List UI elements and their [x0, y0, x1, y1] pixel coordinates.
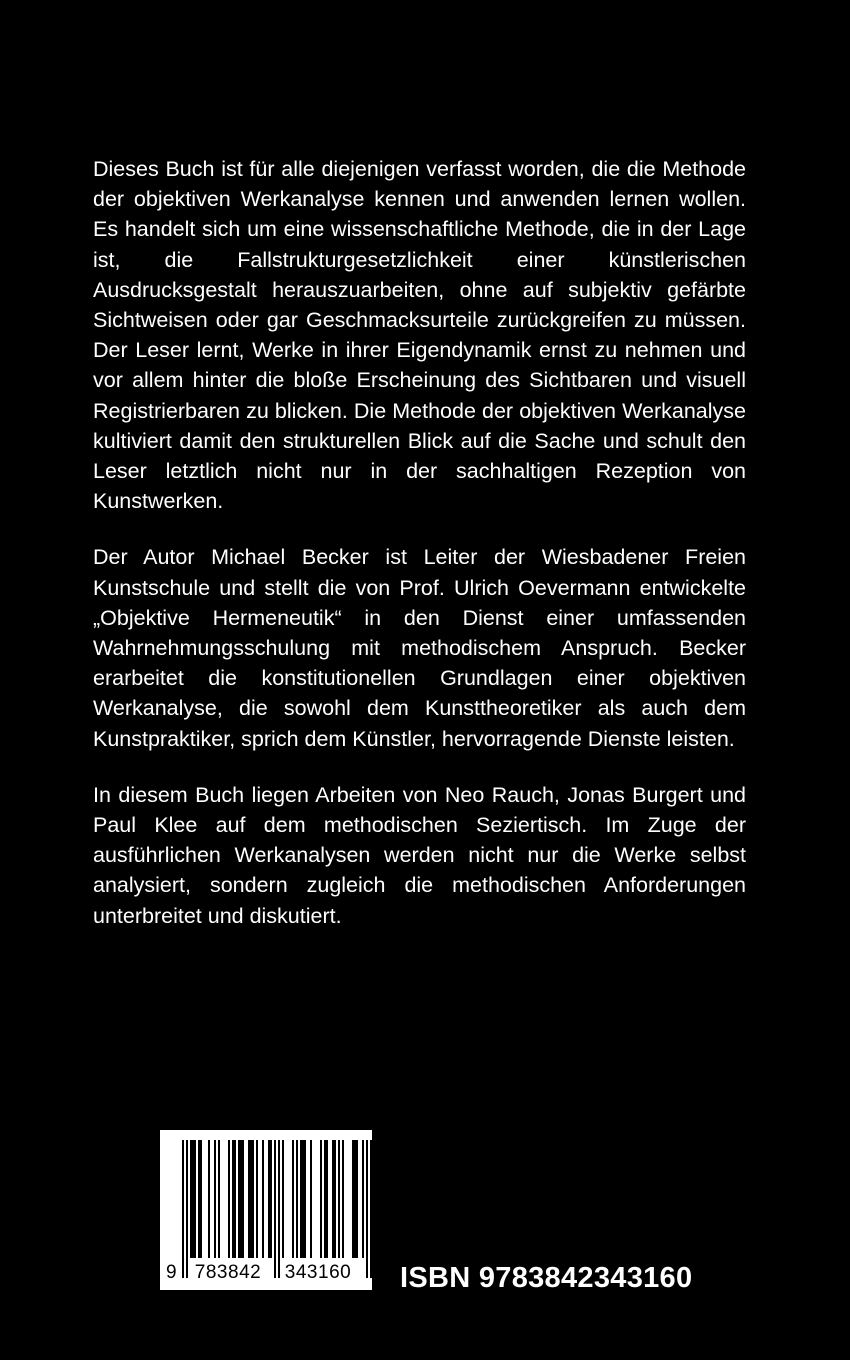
barcode-bar — [252, 1140, 254, 1258]
barcode-bar — [270, 1140, 272, 1258]
barcode-bar — [300, 1140, 302, 1258]
barcode-bar — [356, 1140, 358, 1258]
barcode-guard-bar — [186, 1140, 188, 1278]
barcode-bar — [292, 1140, 294, 1258]
barcode-bar — [338, 1140, 340, 1258]
barcode-bar — [250, 1140, 252, 1258]
barcode-bar — [320, 1140, 322, 1258]
blurb-text — [93, 154, 746, 957]
barcode-digits — [166, 1260, 366, 1284]
barcode-bar — [352, 1140, 354, 1258]
barcode-bar — [302, 1140, 304, 1258]
barcode-bar — [282, 1140, 284, 1258]
barcode-bar — [208, 1140, 210, 1258]
barcode-bar — [200, 1140, 202, 1258]
barcode-bar — [268, 1140, 270, 1258]
barcode-bar — [326, 1140, 328, 1258]
isbn-label: ISBN 9783842343160 — [400, 1262, 693, 1294]
barcode-bar — [262, 1140, 264, 1258]
barcode-bar — [218, 1140, 220, 1258]
blurb-paragraph-2: Der Autor Michael Becker ist Leiter der Wiesbadener Freien Kunstschule und stellt die von Prof. Ulrich Oevermann entwickelte „Objektive Hermeneutik“ in den Dienst einer umfassenden Wahrnehmungsschulung mit methodischem Anspruch. Becker erarbeitet die konstitutionellen Grundlagen einer objektiven Werkanalyse, die sowohl dem Kunsttheoretiker als auch dem Kunstpraktiker, sprich dem Künstler, hervorragende Dienste leisten. — [93, 545, 746, 751]
barcode-bar — [238, 1140, 240, 1258]
barcode-bar — [248, 1140, 250, 1258]
barcode-bar — [228, 1140, 230, 1258]
barcode-bar — [234, 1140, 236, 1258]
barcode-bar — [304, 1140, 306, 1258]
barcode-bar — [190, 1140, 192, 1258]
barcode-bar — [354, 1140, 356, 1258]
barcode-bar — [342, 1140, 344, 1258]
barcode-bar — [194, 1140, 196, 1258]
barcode-guard-bar — [274, 1140, 276, 1278]
barcode-bar — [324, 1140, 326, 1258]
barcode-bar — [334, 1140, 336, 1258]
barcode-bar — [362, 1140, 364, 1258]
barcode-digit-first: 9 — [166, 1262, 177, 1283]
barcode-bar — [198, 1140, 200, 1258]
barcode-bar — [310, 1140, 312, 1258]
barcode-digits-right: 343160 — [284, 1262, 352, 1283]
barcode-guard-bar — [370, 1140, 372, 1278]
barcode-digits-left: 783842 — [194, 1262, 262, 1283]
blurb-paragraph-1: Dieses Buch ist für alle diejenigen verfasst worden, die die Methode der objektiven Werkanalyse kennen und anwenden lernen wollen. Es handelt sich um eine wissenschaftliche Methode, die in der Lage ist, die Fallstrukturgesetzlichkeit einer künstlerischen Ausdrucksgestalt herauszuarbeiten, ohne auf subjektiv gefärbte Sichtweisen oder gar Geschmacksurteile zurückgreifen zu müssen. Der Leser lernt, Werke in ihrer Eigendynamik ernst zu nehmen und vor allem hinter die bloße Erscheinung des Sichtbaren und visuell Registrierbaren zu blicken. Die Methode der objektiven Werkanalyse kultiviert damit den strukturellen Blick auf die Sache und schult den Leser letztlich nicht nur in der sachhaltigen Rezeption von Kunstwerken. — [93, 157, 746, 514]
barcode-guard-bar — [278, 1140, 280, 1278]
barcode-bar — [192, 1140, 194, 1258]
barcode-bar — [296, 1140, 298, 1258]
blurb-paragraph-3: In diesem Buch liegen Arbeiten von Neo Rauch, Jonas Burgert und Paul Klee auf dem methodischen Seziertisch. Im Zuge der ausführlichen Werkanalysen werden nicht nur die Werke selbst analysiert, sondern zugleich die methodischen Anforderungen unterbreitet und diskutiert. — [93, 782, 746, 928]
barcode-bar — [332, 1140, 334, 1258]
barcode-bar — [242, 1140, 244, 1258]
barcode-guard-bar — [366, 1140, 368, 1278]
isbn-barcode — [160, 1130, 372, 1290]
barcode-guard-bar — [182, 1140, 184, 1278]
barcode-bar — [256, 1140, 258, 1258]
barcode-bar — [214, 1140, 216, 1258]
barcode-bar — [232, 1140, 234, 1258]
barcode-bar — [240, 1140, 242, 1258]
